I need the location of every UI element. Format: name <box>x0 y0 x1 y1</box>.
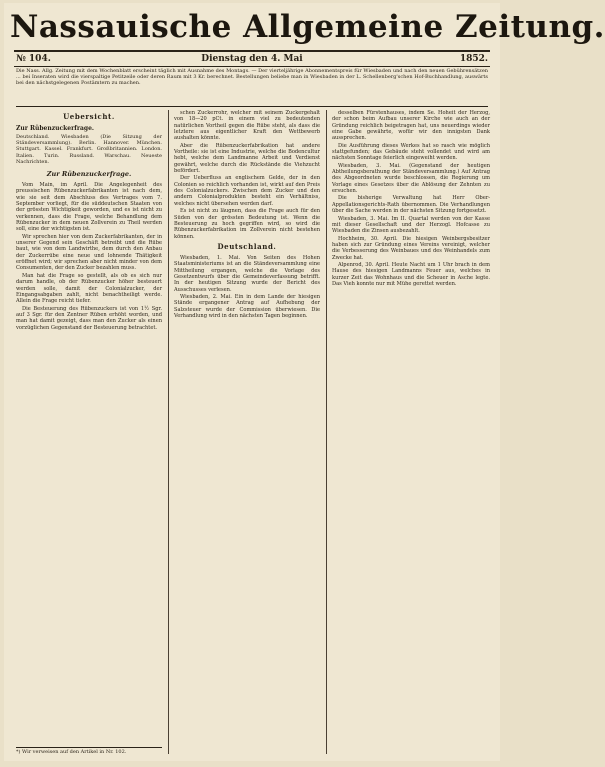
article-paragraph: Es ist nicht zu läugnen, dass die Frage auch für den Süden von der grössten Bedeutung ist. Wenn die Besteuerung zu hoch gegriffen wird, so wird die Rübenzuckerfabrikation im Zollverein nicht bestehen können. <box>174 208 320 240</box>
news-item: Hochheim, 30. April. Die hiesigen Weinbergsbesitzer haben sich zur Gründung eines Vereins vereinigt, welcher die Verbesserung des Weinbaues und des Weinhandels zum Zwecke hat. <box>332 235 490 261</box>
column-right <box>332 110 490 754</box>
article-paragraph: Wir sprechen hier von dem Zuckerfabrikanten, der in unserer Gegend sein Geschäft betreibt und die Rübe baut, wie von dem Landwirthe, dem durch den Anbau der Zuckerrübe eine neue und lohnende Thätigkeit eröffnet wird; wir sprechen aber nicht minder von dem Consumenten, der den Zucker bezahlen muss. <box>16 233 162 272</box>
issue-year: 1852. <box>459 54 488 64</box>
issue-bar <box>14 50 490 67</box>
article-paragraph: Aber die Rübenzuckerfabrikation hat andere Vortheile: sie ist eine Industrie, welche die Bodencultur hebt, welche dem Landmanne Arbeit und Verdienst gewährt, welche durch die Rückstände die Viehzucht befördert. <box>174 142 320 175</box>
column-divider <box>326 110 327 754</box>
section-heading-germany: Deutschland. <box>217 241 277 251</box>
news-item: Alpenrod, 30. April. Heute Nacht um 1 Uhr brach in dem Hause des hiesigen Landmanns Feuer aus, welches in kurzer Zeit das Wohnhaus und die Scheuer in Asche legte. Das Vieh konnte nur mit Mühe gerettet werden. <box>332 261 490 287</box>
footnote: *) Wir verweisen auf den Artikel in Nr. 102. <box>16 747 162 755</box>
issue-date: Dienstag den 4. Mai <box>201 54 303 64</box>
article-paragraph: Die Besteuerung des Rübenzuckers ist von 1½ Sgr. auf 3 Sgr. für den Zentner Rüben erhöht worden, und man hat damit gezeigt, dass man den Zucker als einen vorzüglichen Gegenstand der Besteuerung betrachtet. <box>16 305 162 331</box>
article-paragraph: Die Ausführung dieses Werkes hat so rasch wie möglich stattgefunden; das Gebäude steht vollendet und wird am nächsten Sonntage feierlich eingeweiht werden. <box>332 142 490 162</box>
column-middle <box>174 110 320 754</box>
column-left <box>16 110 162 754</box>
masthead-title: Nassauische Allgemeine Zeitung. <box>10 9 605 45</box>
article-title: Zur Rübenzuckerfrage. <box>46 170 132 179</box>
article-paragraph: Der Ueberfluss an englischem Gelde, der in den Colonien so reichlich vorhanden ist, wirkt auf den Preis des Colonialzuckers. Zwischen dem Zucker und den andern Colonialprodukten besteht ein Verhältniss, welches nicht übersehen werden darf. <box>174 175 320 207</box>
subscription-notice: Die Nass. Allg. Zeitung mit dem Wochenblatt erscheint täglich mit Ausnahme des Montags. — Der vierteljährige Abonnementspreis für Wiesbaden und nach den neuen Gebührensätzen ... bei Inseraten wird die vierspaltige Petitzeile oder deren Raum mit 3 Kr. berechnet. Bestellungen beliebe man in Wiesbaden in der L. Schellenberg'schen Hof-Buchhandlung, auswärts bei den nächstgelegenen Postämtern zu machen. <box>16 68 488 107</box>
news-item: Wiesbaden, 3. Mai. Im II. Quartal werden von der Kasse mit dieser Gesellschaft und der Herzogl. Hofcasse zu Wiesbaden die Zinsen ausbezahlt. <box>332 215 490 235</box>
overview-title: Zur Rübenzuckerfrage. <box>16 125 95 132</box>
article-paragraph: schen Zuckerrohr, welcher mit seinem Zuckergehalt von 18—20 pCt. in einem viel zu bedeutenden natürlichen Vortheil gegen die Rübe steht, als dass die letztere aus eigentlicher Kraft den Wettbewerb aushalten könnte. <box>174 110 320 142</box>
article-paragraph: Man hat die Frage so gestellt, als ob es sich nur darum handle, ob der Rübenzucker höher besteuert werden solle, damit der Colonialzucker, der Eingangsabgaben zahlt, nicht benachtheiligt werde. Allein die Frage reicht tiefer. <box>16 272 162 305</box>
news-item: Die bisherige Verwaltung hat Herr Ober-Appellationsgerichts-Rath übernommen. Die Verhandlungen über die Sache werden in der nächsten Sitzung fortgesetzt. <box>332 195 490 215</box>
article-paragraph: desselben Fürstenhauses, indem Se. Hoheit der Herzog, der schon beim Aufbau unserer Kirche wie auch an der Gründung reichlich beigetragen hat, uns neuerdings wieder eine Gabe gewährte, wofür wir den innigsten Dank aussprechen. <box>332 110 490 142</box>
news-item: Wiesbaden, 2. Mai. Ein in dem Lande der hiesigen Stände ergangener Antrag auf Aufhebung der Salzsteuer wurde der Commission überwiesen. Die Verhandlung wird in den nächsten Tagen beginnen. <box>174 293 320 319</box>
overview-text: Deutschland. Wiesbaden (Die Sitzung der Ständeversammlung). Berlin. Hannover. München. Stuttgart. Kassel. Frankfurt. Großbritannien. London. Italien. Turin. Russland. Warschau. Neueste Nachrichten. <box>16 134 162 165</box>
news-item: Wiesbaden, 1. Mai. Von Seiten des Hohen Staatsministeriums ist an die Ständeversammlung eine Mittheilung ergangen, welche die Vorlage des Gesetzentwurfs über die Gemeindeverfassung betrifft. In der heutigen Sitzung wurde der Bericht des Ausschusses verlesen. <box>174 254 320 293</box>
issue-number: № 104. <box>16 54 51 64</box>
overview-heading: Uebersicht. <box>63 112 115 121</box>
newspaper-page <box>4 3 605 761</box>
article-paragraph: Vom Main, im April. Die Angelegenheit des preussischen Rübenzuckerfabrikanten ist nach dem, wie sie seit dem Abschluss des Vertrages vom 7. September vorliegt, für die süddeutschen Staaten von der grössten Wichtigkeit geworden, und es ist nicht zu verkennen, dass die Frage, welche Behandlung dem Rübenzucker in dem neuen Zollverein zu Theil werden soll, eine der wichtigsten ist. <box>16 182 162 233</box>
column-divider <box>168 110 169 754</box>
news-item: Wiesbaden, 3. Mai. (Gegenstand der heutigen Abtheilungsberathung der Ständeversammlung.) Auf Antrag des Abgeordneten wurde beschlossen, die Regierung um Vorlage eines Gesetzes über die Ablösung der Zehnten zu ersuchen. <box>332 162 490 195</box>
